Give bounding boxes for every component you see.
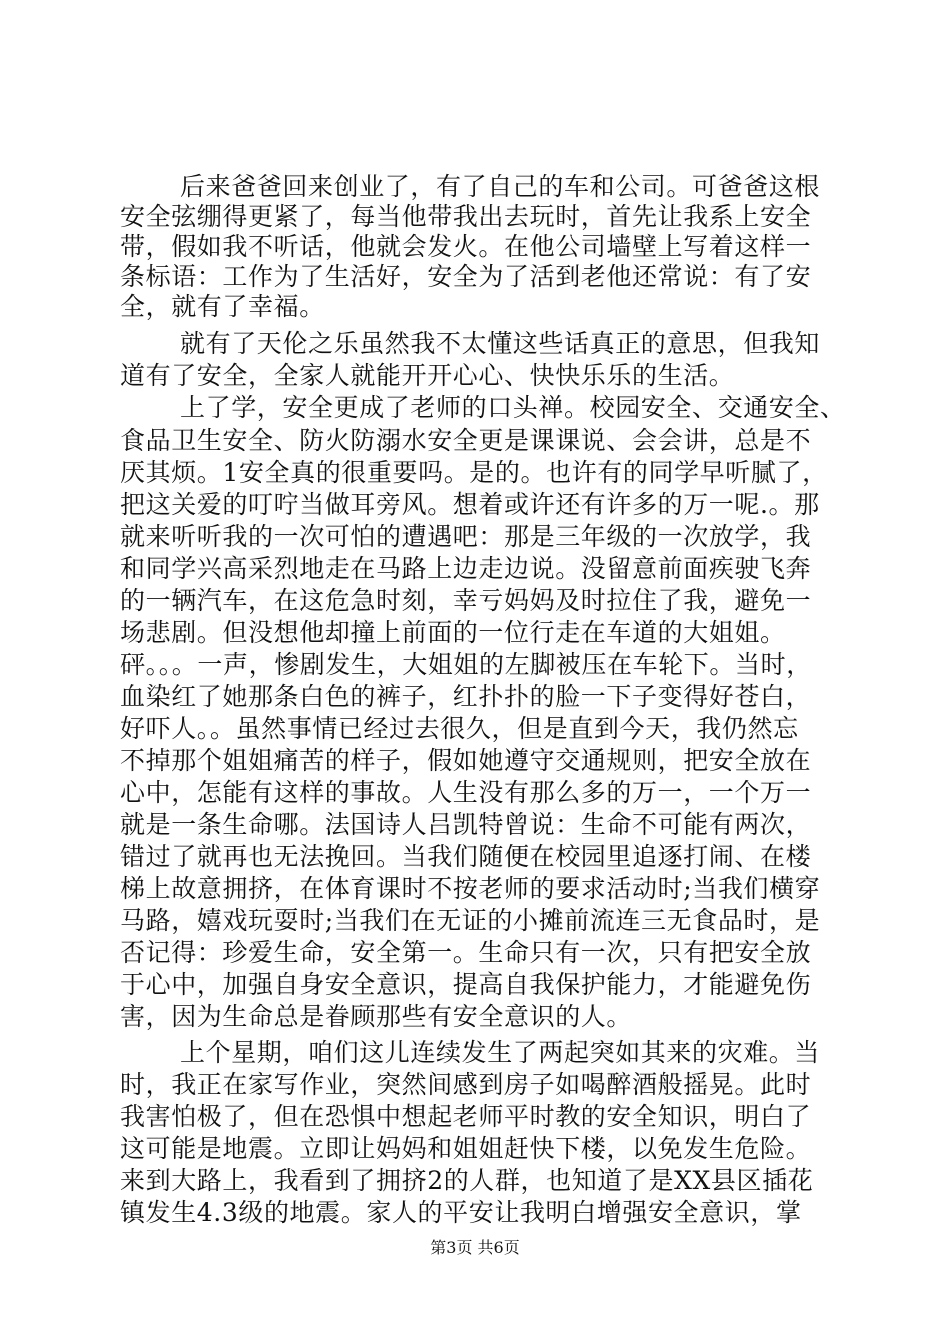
text-line: 就有了天伦之乐虽然我不太懂这些话真正的意思，但我知 (180, 329, 821, 358)
text-line: 来到大路上，我看到了拥挤2的人群，也知道了是XX县区插花 (120, 1166, 814, 1195)
text-line: 食品卫生安全、防火防溺水安全更是课课说、会会讲，总是不 (120, 426, 812, 455)
text-line: 心中，怎能有这样的事故。人生没有那么多的万一，一个万一 (120, 778, 812, 807)
text-line: 这可能是地震。立即让妈妈和姐姐赶快下楼，以免发生危险。 (120, 1134, 812, 1163)
text-line: 道有了安全，全家人就能开开心心、快快乐乐的生活。 (120, 361, 735, 390)
text-line: 上个星期，咱们这儿连续发生了两起突如其来的灾难。当 (180, 1038, 821, 1067)
text-line: 上了学，安全更成了老师的口头禅。校园安全、交通安全、 (180, 393, 846, 422)
text-line: 不掉那个姐姐痛苦的样子，假如她遵守交通规则，把安全放在 (120, 746, 812, 775)
text-line: 好吓人。。虽然事情已经过去很久，但是直到今天，我仍然忘 (120, 714, 799, 743)
text-line: 厌其烦。1安全真的很重要吗。是的。也许有的同学早听腻了， (120, 458, 828, 487)
text-line: 后来爸爸回来创业了，有了自己的车和公司。可爸爸这根 (180, 172, 821, 201)
text-line: 血染红了她那条白色的裤子，红扑扑的脸一下子变得好苍白， (120, 682, 812, 711)
text-line: 场悲剧。但没想他却撞上前面的一位行走在车道的大姐姐。 (120, 618, 786, 647)
page-footer (0, 1238, 950, 1258)
text-line: 害，因为生命总是眷顾那些有安全意识的人。 (120, 1002, 633, 1031)
page-number-label: 第3页 共6页 (430, 1238, 520, 1257)
text-line: 时，我正在家写作业，突然间感到房子如喝醉酒般摇晃。此时 (120, 1070, 812, 1099)
text-line: 否记得：珍爱生命，安全第一。生命只有一次，只有把安全放 (120, 938, 812, 967)
text-line: 于心中，加强自身安全意识，提高自我保护能力，才能避免伤 (120, 970, 812, 999)
text-line: 马路，嬉戏玩耍时;当我们在无证的小摊前流连三无食品时，是 (120, 906, 821, 935)
text-line: 就是一条生命哪。法国诗人吕凯特曾说：生命不可能有两次， (120, 810, 812, 839)
text-line: 全，就有了幸福。 (120, 292, 325, 321)
text-line: 把这关爱的叮咛当做耳旁风。想着或许还有许多的万一呢.。那 (120, 490, 820, 519)
text-line: 条标语：工作为了生活好，安全为了活到老他还常说：有了安 (120, 262, 812, 291)
text-line: 和同学兴高采烈地走在马路上边走边说。没留意前面疾驶飞奔 (120, 554, 812, 583)
text-line: 砰。。。一声，惨剧发生，大姐姐的左脚被压在车轮下。当时， (120, 650, 812, 679)
text-line: 带，假如我不听话，他就会发火。在他公司墙壁上写着这样一 (120, 232, 812, 261)
text-line: 梯上故意拥挤，在体育课时不按老师的要求活动时;当我们横穿 (120, 874, 821, 903)
text-line: 安全弦绷得更紧了，每当他带我出去玩时，首先让我系上安全 (120, 202, 812, 231)
text-line: 我害怕极了，但在恐惧中想起老师平时教的安全知识，明白了 (120, 1102, 812, 1131)
text-line: 镇发生4.3级的地震。家人的平安让我明白增强安全意识，掌 (120, 1198, 802, 1227)
text-line: 就来听听我的一次可怕的遭遇吧：那是三年级的一次放学，我 (120, 522, 812, 551)
text-line: 错过了就再也无法挽回。当我们随便在校园里追逐打闹、在楼 (120, 842, 812, 871)
text-line: 的一辆汽车，在这危急时刻，幸亏妈妈及时拉住了我，避免一 (120, 586, 812, 615)
